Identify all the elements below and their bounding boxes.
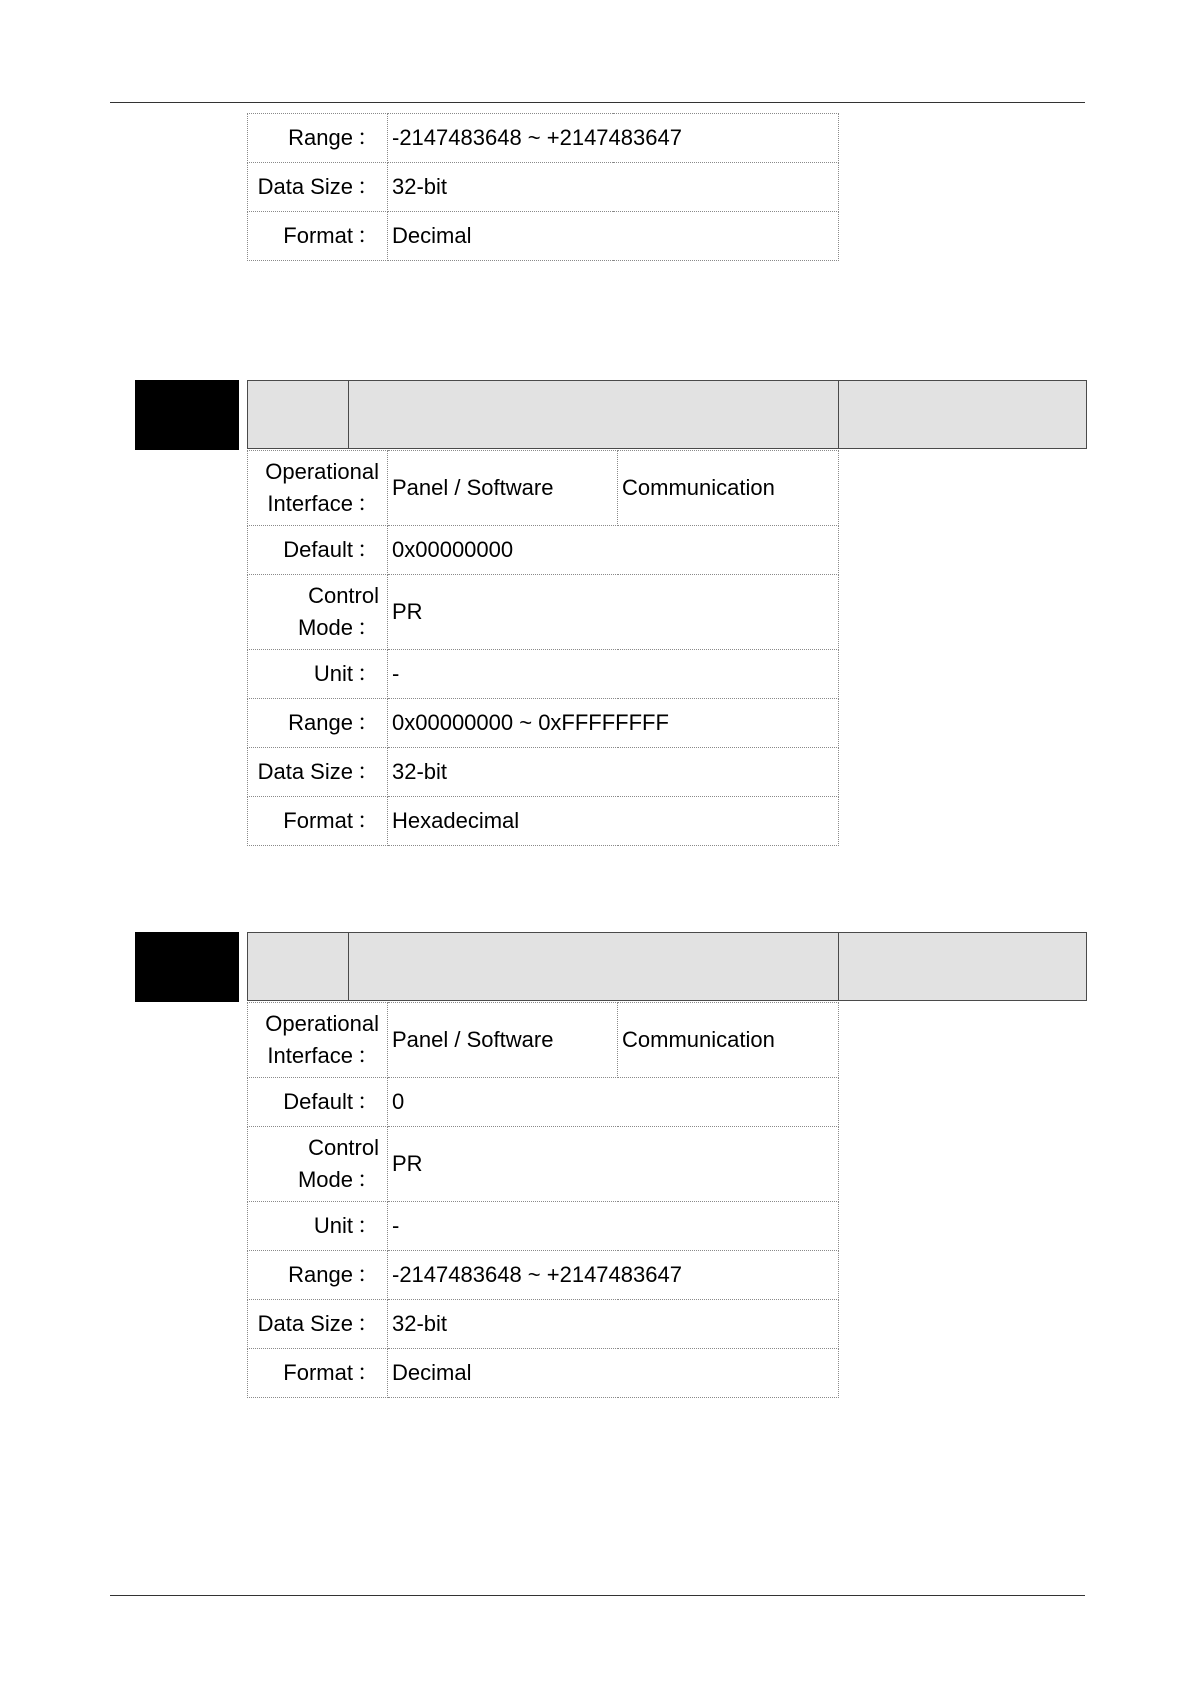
table-row: Unit ： - — [248, 1202, 839, 1251]
param-table-continued — [247, 113, 839, 261]
range-value: -2147483648 ~ +2147483647 — [388, 114, 839, 163]
interface-panel-value: Panel / Software — [388, 1003, 618, 1078]
unit-value: - — [388, 650, 839, 699]
param-code-box — [135, 932, 239, 1002]
table-row: Format ： Decimal — [248, 1349, 839, 1398]
range-label: Range — [288, 1262, 353, 1287]
header-divider — [348, 933, 349, 1000]
table-row: Default ： 0x00000000 — [248, 526, 839, 575]
control-mode-label: Control Mode ： — [297, 583, 379, 640]
param-table-1 — [247, 450, 839, 846]
param-header-bar — [247, 380, 1087, 449]
table-row: Format ： Hexadecimal — [248, 797, 839, 846]
data-size-label: Data Size — [257, 759, 353, 784]
range-value: 0x00000000 ~ 0xFFFFFFFF — [388, 699, 839, 748]
table-row: Data Size ： 32-bit — [248, 163, 839, 212]
default-value: 0x00000000 — [388, 526, 839, 575]
table-row: Default ： 0 — [248, 1078, 839, 1127]
table-row — [248, 1003, 839, 1078]
interface-label: Operational Interface ： — [265, 1011, 379, 1068]
data-size-value: 32-bit — [388, 748, 839, 797]
range-label: Range — [288, 710, 353, 735]
control-mode-value: PR — [388, 1127, 839, 1202]
table-row: Range ： 0x00000000 ~ 0xFFFFFFFF — [248, 699, 839, 748]
unit-value: - — [388, 1202, 839, 1251]
interface-comm-value: Communication — [618, 451, 839, 526]
param-code-box — [135, 380, 239, 450]
unit-label: Unit — [313, 1213, 353, 1238]
control-mode-label: Control Mode ： — [297, 1135, 379, 1192]
control-mode-value: PR — [388, 575, 839, 650]
header-divider — [348, 381, 349, 448]
data-size-label: Data Size — [257, 174, 353, 199]
table-row: Unit ： - — [248, 650, 839, 699]
footer-rule — [110, 1595, 1085, 1596]
table-row: Range ： -2147483648 ~ +2147483647 — [248, 1251, 839, 1300]
param-header-bar — [247, 932, 1087, 1001]
data-size-value: 32-bit — [388, 163, 839, 212]
table-row: Data Size ： 32-bit — [248, 748, 839, 797]
range-value: -2147483648 ~ +2147483647 — [388, 1251, 839, 1300]
header-rule — [110, 102, 1085, 103]
table-row — [248, 451, 839, 526]
table-row: Range ： -2147483648 ~ +2147483647 — [248, 114, 839, 163]
default-label: Default — [283, 537, 353, 562]
format-value: Decimal — [388, 1349, 839, 1398]
interface-panel-value: Panel / Software — [388, 451, 618, 526]
format-label: Format — [283, 808, 353, 833]
data-size-value: 32-bit — [388, 1300, 839, 1349]
range-label: Range — [288, 125, 353, 150]
format-value: Decimal — [388, 212, 839, 261]
param-table-2 — [247, 1002, 839, 1398]
table-row: Format ： Decimal — [248, 212, 839, 261]
default-label: Default — [283, 1089, 353, 1114]
table-row — [248, 1127, 839, 1202]
default-value: 0 — [388, 1078, 839, 1127]
data-size-label: Data Size — [257, 1311, 353, 1336]
header-divider — [838, 933, 839, 1000]
table-row: Data Size ： 32-bit — [248, 1300, 839, 1349]
format-label: Format — [283, 1360, 353, 1385]
format-label: Format — [283, 223, 353, 248]
table-row — [248, 575, 839, 650]
format-value: Hexadecimal — [388, 797, 839, 846]
unit-label: Unit — [313, 661, 353, 686]
interface-label: Operational Interface ： — [265, 459, 379, 516]
header-divider — [838, 381, 839, 448]
interface-comm-value: Communication — [618, 1003, 839, 1078]
